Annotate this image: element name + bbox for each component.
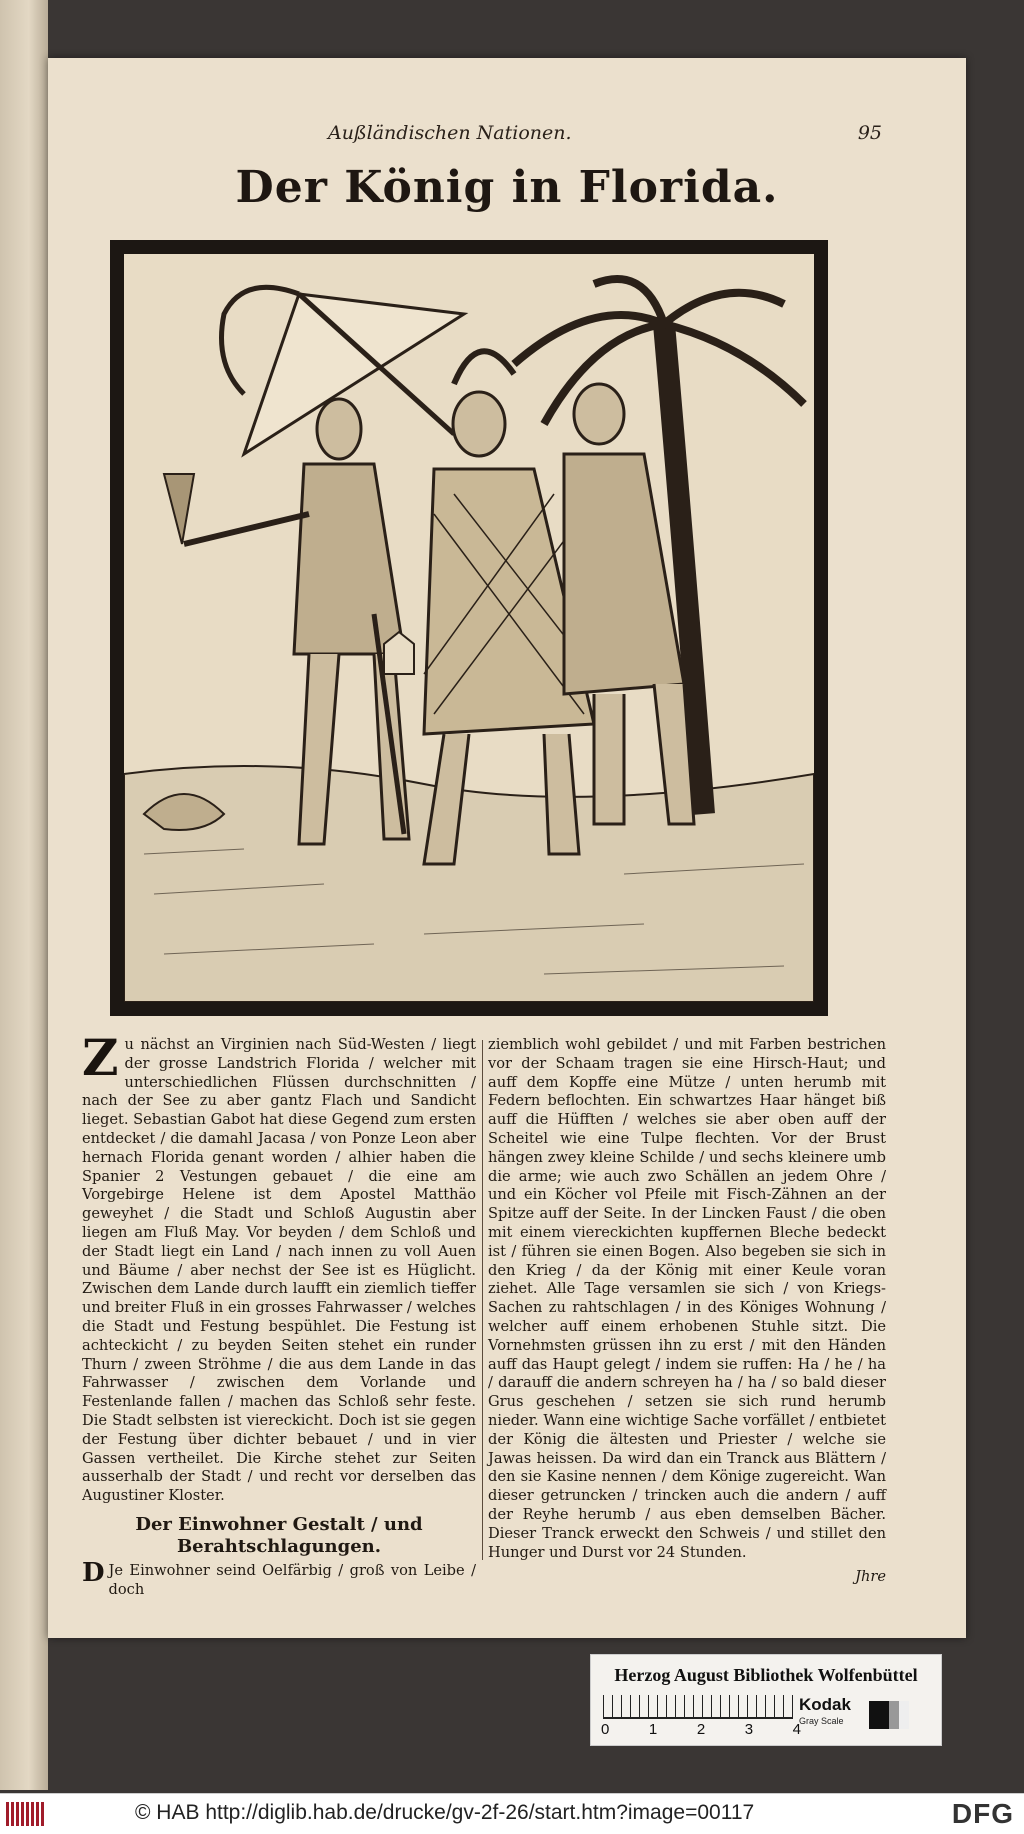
ruler-number: 3 — [744, 1721, 754, 1738]
paragraph-text: Je Einwohner seind Oelfärbig / groß von Leibe / doch — [108, 1561, 476, 1598]
text-column-left — [82, 1028, 476, 1600]
library-color-card — [590, 1654, 942, 1746]
book-page — [48, 58, 966, 1638]
ruler-number: 0 — [601, 1721, 610, 1738]
page-number: 95 — [857, 122, 882, 144]
text-column-right — [488, 1036, 886, 1587]
drop-cap: Z — [82, 1028, 119, 1087]
dfg-logo: DFG — [951, 1798, 1014, 1829]
gray-scale-patch — [869, 1701, 909, 1729]
source-url-link[interactable]: © HAB http://diglib.hab.de/drucke/gv-2f-26/start.htm?image=00117 — [135, 1801, 755, 1824]
page-header — [48, 122, 966, 152]
ruler-number: 1 — [648, 1721, 658, 1738]
page-title: Der König in Florida. — [235, 162, 779, 213]
ruler-number: 4 — [792, 1721, 801, 1738]
catchword: Jhre — [855, 1568, 886, 1586]
paragraph-text: u nächst an Virginien nach Süd-Westen / liegt der grosse Landstrich Florida / welcher mit unterschiedlichen Flüssen durchschnitten / nach der See zu aber gantz Flach und Sandicht lieget. Sebastian Gabot hat diese Gegend zum ersten entdecket / die damahl Jacasa / von Ponze Leon aber hernach Florida genant worden / alhier haben die Spanier 2 Vestungen gebauet / die eine am Vorgebirge Helene ist dem Apostel Matthäo geweyhet / die Stadt und Schloß Augustin aber liegen am Fluß May. Vor beyden / dem Schloß und der Stadt liegt ein Land / nach innen zu voll Auen und Bäume / aber nechst der See ist es Hüglicht. Zwischen dem Lande durch laufft ein ziemlich tieffer und breiter Fluß in ein grosses Fahrwasser / welches die Stadt und Festung bespühlet. Die Festung ist achteckicht / zu beyden Seiten stehet ein runder Thurn / zween Ströhme / die aus dem Lande in das Fahrwasser / zwischen dem Vorlande und Festenlande fallen / machen das Schloß sehr feste. Die Stadt selbsten ist viereckicht. Doch ist sie gegen der Festung über dichter bebauet / und in vier Gassen vertheilet. Die Kirche stehet zur Seiten ausserhalb der Stadt / und recht vor derselben das Augustiner Kloster. — [82, 1036, 476, 1505]
paragraph-customs: ziemblich wohl gebildet / und mit Farben bestrichen vor der Schaam tragen sie eine Hirsch-Haut; und auff dem Kopffe eine Mütze / unten herumb mit Federn beflochten. Ein schwartzes Haar hänget biß auff die Hüfften / welches sie aber oben auff der Scheitel wie eine Tulpe flechten. Vor der Brust hängen zwey kleine Schilde / und sechs kleinere umb die arme; wie auch zwo Schällen an jedem Ohre / und ein Köcher vol Pfeile mit Fisch-Zähnen an der Spitze auff der Seite. In der Lincken Faust / die oben mit einem viereckichten kupffernen Bleche bedeckt ist / führen sie einen Bogen. Also begeben sie sich in den Krieg / da der König mit einer Keule voran ziehet. Alle Tage versamlen sie sich / von Kriegs-Sachen zu rahtschlagen / in des Königes Wohnung / welcher auff einem erhobenen Stuhle sitzt. Die Vornehmsten grüssen ihn zu erst / mit den Händen auff das Haupt gelegt / indem sie ruffen: Ha / he / ha / darauff die andern schreyen ha / ha / so bald dieser Grus geschehen / setzen sie sich rund herumb nieder. Wann eine wichtige Sache vorfället / entbietet der König die ältesten und Priester / welche sie Jawas heissen. Da wird dan ein Tranck aus Blättern / den sie Kasine nennen / dem Könige zugereicht. Wan dieser getruncken / trincken auch die andern / auff der Reyhe herumb / aus eben demselben Bächer. Dieser Tranck erweckt den Schweis / und stillet den Hunger und Durst vor 24 Stunden. — [488, 1036, 886, 1561]
barcode-icon — [6, 1802, 46, 1826]
column-divider — [482, 1040, 483, 1560]
woodcut-drawing — [124, 254, 814, 1002]
section-heading: Der Einwohner Gestalt / und Berahtschlagungen. — [135, 1513, 423, 1557]
paragraph-inhabitants — [82, 1557, 476, 1600]
footer-bar — [0, 1793, 1024, 1834]
ruler-scale — [603, 1695, 793, 1719]
drop-cap: D — [82, 1557, 105, 1588]
paragraph-florida — [82, 1028, 476, 1506]
ruler-numbers — [601, 1721, 801, 1738]
adjacent-page-text — [2, 1040, 22, 1520]
library-name: Herzog August Bibliothek Wolfenbüttel — [614, 1665, 918, 1685]
adjacent-page-edge — [0, 0, 48, 1790]
ruler-number: 2 — [696, 1721, 706, 1738]
kodak-brand: Kodak — [799, 1695, 851, 1714]
running-head: Außländischen Nationen. — [328, 122, 572, 144]
woodcut-illustration — [110, 240, 828, 1016]
kodak-gray-scale-label: Gray Scale — [799, 1716, 844, 1726]
